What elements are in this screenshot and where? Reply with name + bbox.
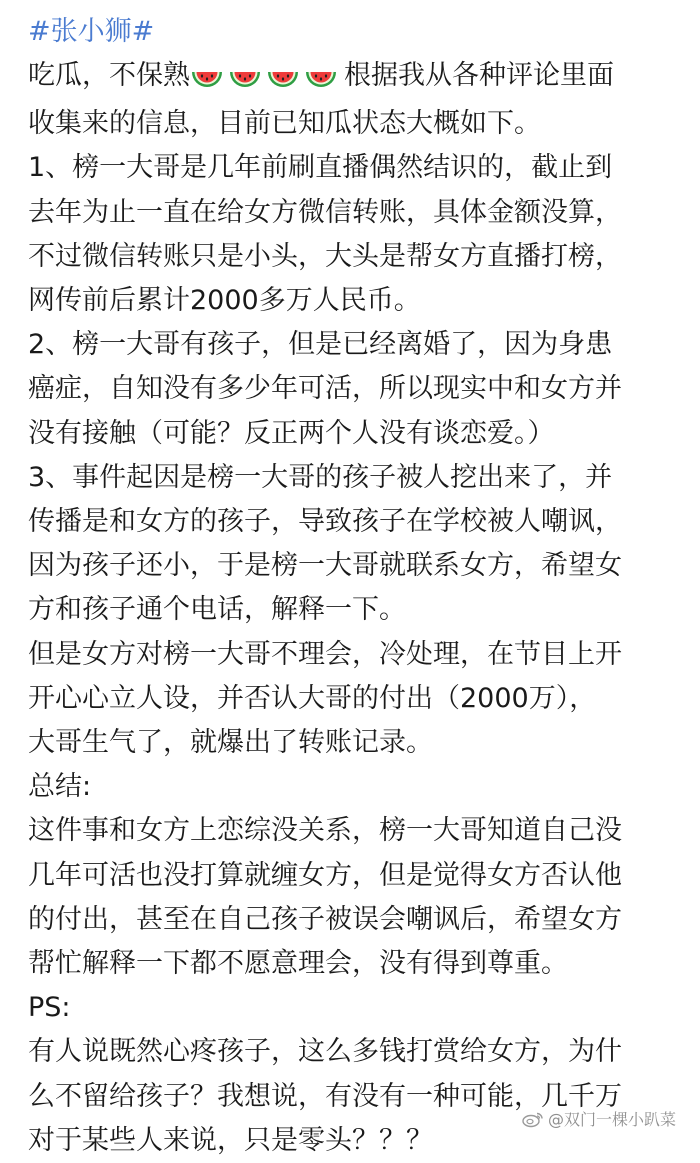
post-line: 2、榜一大哥有孩子，但是已经离婚了，因为身患 — [28, 329, 613, 361]
post-line-1 — [28, 54, 684, 102]
weibo-watermark — [522, 1107, 676, 1130]
post-line: 3、事件起因是榜一大哥的孩子被人挖出来了，并 — [28, 461, 613, 493]
post-line: 癌症，自知没有多少年可活，所以现实中和女方并 — [28, 373, 622, 405]
post-line: 但是女方对榜一大哥不理会，冷处理，在节目上开 — [28, 638, 622, 670]
post-line: 方和孩子通个电话，解释一下。 — [28, 594, 406, 626]
watermark-text: @双门一棵小趴菜 — [547, 1110, 676, 1129]
post-line: 有人说既然心疼孩子，这么多钱打赏给女方，为什 — [28, 1036, 622, 1068]
post-line: 1、榜一大哥是几年前刷直播偶然结识的，截止到 — [28, 152, 613, 184]
watermelon-icon — [266, 66, 300, 96]
line-text-before-emoji: 吃瓜，不保熟 — [28, 60, 190, 91]
post-line: 不过微信转账只是小头，大头是帮女方直播打榜， — [28, 240, 622, 272]
post-line: 因为孩子还小，于是榜一大哥就联系女方，希望女 — [28, 550, 622, 582]
post-line: 帮忙解释一下都不愿意理会，没有得到尊重。 — [28, 948, 568, 980]
watermelon-icon — [304, 66, 338, 96]
post-line: 么不留给孩子？我想说，有没有一种可能，几千万 — [28, 1080, 622, 1112]
post-line: 传播是和女方的孩子，导致孩子在学校被人嘲讽， — [28, 506, 622, 538]
post-body — [28, 10, 684, 1163]
watermelon-emoji-row — [190, 58, 342, 102]
post-line: 没有接触（可能？反正两个人没有谈恋爱。） — [28, 417, 555, 449]
weibo-icon — [522, 1110, 544, 1128]
hashtag-link[interactable]: #张小狮# — [28, 16, 155, 47]
section-heading-summary: 总结: — [28, 771, 92, 803]
post-line: 网传前后累计2000多万人民币。 — [28, 285, 421, 317]
post-line: 去年为止一直在给女方微信转账，具体金额没算， — [28, 196, 622, 228]
post-line: 几年可活也没打算就缠女方，但是觉得女方否认他 — [28, 859, 622, 891]
watermelon-icon — [190, 66, 224, 96]
post-line: 的付出，甚至在自己孩子被误会嘲讽后，希望女方 — [28, 903, 622, 935]
post-line: 大哥生气了，就爆出了转账记录。 — [28, 727, 433, 759]
watermelon-icon — [228, 66, 262, 96]
post-line: 对于某些人来说，只是零头？？？ — [28, 1124, 433, 1156]
section-heading-ps: PS: — [28, 992, 71, 1024]
post-line: 开心心立人设，并否认大哥的付出（2000万）， — [28, 682, 597, 714]
post-line: 这件事和女方上恋综没关系，榜一大哥知道自己没 — [28, 815, 622, 847]
line-text-after-emoji: 根据我从各种评论里面 — [344, 60, 614, 91]
post-line: 收集来的信息，目前已知瓜状态大概如下。 — [28, 108, 541, 140]
